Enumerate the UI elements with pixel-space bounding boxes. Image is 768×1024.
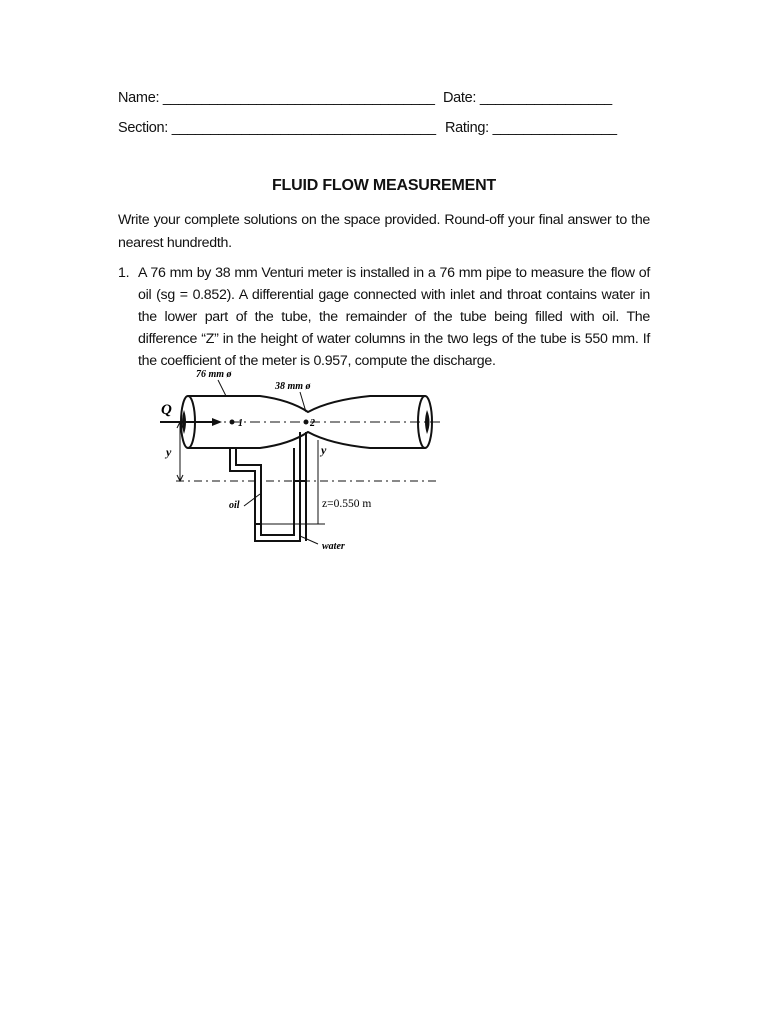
venturi-diagram bbox=[140, 366, 454, 554]
label-throat-diameter: 38 mm ø bbox=[275, 381, 311, 392]
venturi-meter-figure bbox=[140, 366, 454, 554]
date-field[interactable]: Date: _________________ bbox=[443, 90, 612, 106]
name-field[interactable]: Name: ___________________________________ bbox=[118, 90, 435, 106]
problem-number: 1. bbox=[118, 265, 130, 281]
page-title: FLUID FLOW MEASUREMENT bbox=[271, 177, 497, 194]
point-1-marker bbox=[230, 420, 235, 425]
label-y-left: y bbox=[166, 445, 172, 459]
label-point-1: 1 bbox=[238, 418, 243, 429]
flow-arrow-icon bbox=[212, 418, 222, 426]
manometer-inner-tube bbox=[236, 448, 294, 535]
label-inlet-diameter: 76 mm ø bbox=[196, 369, 232, 380]
instructions-text: Write your complete solutions on the space provided. Round-off your final answer to the nearest hundredth. bbox=[118, 212, 650, 251]
label-point-2: 2 bbox=[310, 418, 315, 429]
pipe-top-wall bbox=[188, 396, 425, 412]
label-z-value: z=0.550 m bbox=[322, 498, 372, 510]
problem-item bbox=[118, 262, 650, 372]
point-2-marker bbox=[304, 420, 309, 425]
label-y-right: y bbox=[321, 443, 327, 457]
label-water: water bbox=[322, 541, 345, 552]
water-leader bbox=[300, 536, 318, 544]
section-field[interactable]: Section: __________________________________ bbox=[118, 120, 436, 136]
inlet-dia-leader bbox=[218, 380, 226, 396]
label-flow-q: Q bbox=[161, 402, 172, 418]
rating-field[interactable]: Rating: ________________ bbox=[445, 120, 617, 136]
problem-text: A 76 mm by 38 mm Venturi meter is installed in a 76 mm pipe to measure the flow of oil (sg = 0.852). A differential gage connected with inlet and throat contains water in the lower part of the tube, the remainder of the tube being filled with oil. The difference “Z” in the height of water columns in the two legs of the tube is 550 mm. If the coefficient of the meter is 0.957, compute the discharge. bbox=[138, 265, 650, 369]
oil-leader bbox=[244, 494, 260, 506]
label-oil: oil bbox=[229, 500, 240, 511]
manometer-outer-tube bbox=[230, 448, 300, 541]
